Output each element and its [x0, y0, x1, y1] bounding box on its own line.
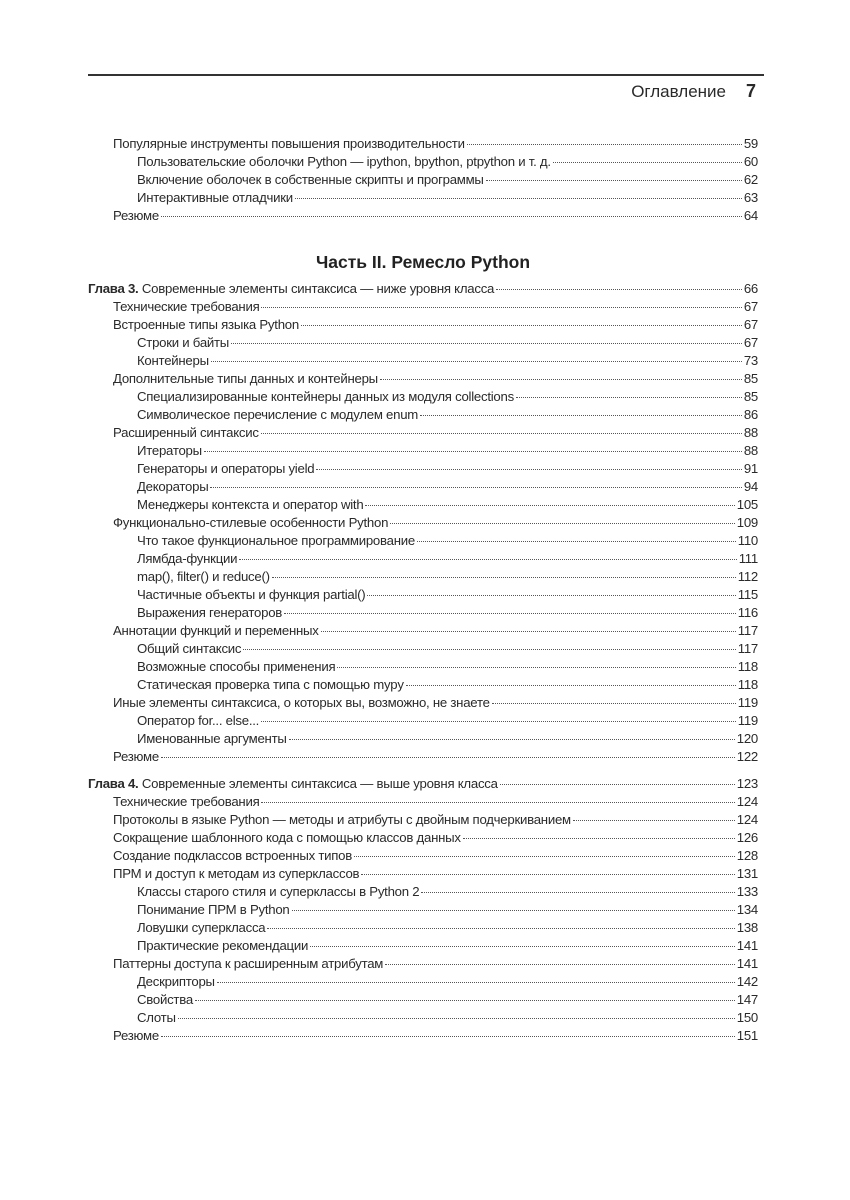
toc-entry[interactable] — [88, 443, 758, 461]
dot-leader — [467, 144, 742, 145]
dot-leader — [204, 451, 742, 452]
dot-leader — [211, 361, 742, 362]
toc-entry[interactable] — [88, 172, 758, 190]
toc-entry[interactable] — [88, 902, 758, 920]
toc-entry-title: Общий синтаксис — [137, 641, 242, 656]
dot-leader — [321, 631, 736, 632]
dot-leader — [492, 703, 736, 704]
toc-entry-title: Именованные аргументы — [137, 731, 287, 746]
dot-leader — [337, 667, 735, 668]
toc-entry-page: 122 — [736, 749, 758, 764]
toc-entry[interactable] — [88, 190, 758, 208]
toc-entry-page: 88 — [743, 443, 758, 458]
chapter-title: Современные элементы синтаксиса — выше уровня класса — [141, 776, 498, 791]
dot-leader — [267, 928, 734, 929]
dot-leader — [385, 964, 735, 965]
toc-entry[interactable] — [88, 136, 758, 154]
dot-leader — [261, 433, 742, 434]
toc-entry-page: 111 — [738, 551, 758, 566]
dot-leader — [292, 910, 735, 911]
toc-entry-page: 94 — [743, 479, 758, 494]
toc-entry-page: 116 — [737, 605, 758, 620]
toc-entry-title: Встроенные типы языка Python — [113, 317, 299, 332]
toc-entry[interactable] — [88, 848, 758, 866]
dot-leader — [354, 856, 735, 857]
dot-leader — [161, 1036, 735, 1037]
toc-entry[interactable] — [88, 974, 758, 992]
toc-entry[interactable] — [88, 605, 758, 623]
part-title: Часть II. Ремесло Python — [315, 252, 531, 272]
toc-entry-title: Иные элементы синтаксиса, о которых вы, возможно, не знаете — [113, 695, 490, 710]
dot-leader — [316, 469, 741, 470]
toc-entry-title — [88, 776, 498, 791]
toc-entry[interactable] — [88, 731, 758, 749]
toc-entry-page: 119 — [737, 695, 758, 710]
dot-leader — [463, 838, 735, 839]
toc-entry[interactable] — [88, 551, 758, 569]
dot-leader — [295, 198, 742, 199]
toc-entry[interactable] — [88, 956, 758, 974]
toc-entry-title: Что такое функциональное программирование — [137, 533, 415, 548]
toc-entry-page: 66 — [743, 281, 758, 296]
toc-entry-page: 85 — [743, 389, 758, 404]
toc-entry-title: Интерактивные отладчики — [137, 190, 293, 205]
toc-entry-title: Статическая проверка типа с помощью mypy — [137, 677, 404, 692]
toc-entry-title: Классы старого стиля и суперклассы в Python 2 — [137, 884, 420, 899]
dot-leader — [417, 541, 736, 542]
dot-leader — [573, 820, 735, 821]
toc-entry-title: Символическое перечисление с модулем enum — [137, 407, 419, 422]
toc-entry[interactable] — [88, 371, 758, 389]
dot-leader — [239, 559, 736, 560]
toc-entry-page: 141 — [736, 938, 758, 953]
toc-entry-page: 86 — [743, 407, 758, 422]
toc-entry[interactable] — [88, 749, 758, 767]
toc-entry-title: Технические требования — [113, 299, 260, 314]
toc-chapter-entry[interactable] — [88, 776, 758, 794]
toc-entry[interactable] — [88, 812, 758, 830]
dot-leader — [272, 577, 736, 578]
toc-entry-title: Резюме — [113, 1028, 159, 1043]
dot-leader — [361, 874, 734, 875]
toc-entry-title: Лямбда-функции — [137, 551, 238, 566]
toc-entry-page: 120 — [736, 731, 758, 746]
toc-entry-page: 85 — [743, 371, 758, 386]
chapter-title: Современные элементы синтаксиса — ниже уровня класса — [141, 281, 495, 296]
toc-entry[interactable] — [88, 695, 758, 713]
toc-entry-title: Включение оболочек в собственные скрипты и программы — [137, 172, 484, 187]
dot-leader — [289, 739, 735, 740]
running-header — [631, 81, 756, 102]
chapter-spacer — [88, 767, 758, 776]
toc-entry-title: Ловушки суперкласса — [137, 920, 266, 935]
toc-entry[interactable] — [88, 866, 758, 884]
toc-intro-block — [88, 136, 758, 226]
toc-chapters-block — [88, 281, 758, 1046]
toc-entry[interactable] — [88, 677, 758, 695]
dot-leader — [261, 307, 741, 308]
toc-entry[interactable] — [88, 659, 758, 677]
toc-entry[interactable] — [88, 884, 758, 902]
toc-entry-title: Создание подклассов встроенных типов — [113, 848, 352, 863]
toc-entry-title: Контейнеры — [137, 353, 209, 368]
toc-entry[interactable] — [88, 713, 758, 731]
toc-entry-title: Протоколы в языке Python — методы и атрибуты с двойным подчеркиванием — [113, 812, 571, 827]
toc-entry-title: Возможные способы применения — [137, 659, 336, 674]
dot-leader — [261, 721, 736, 722]
toc-entry-title — [88, 281, 494, 296]
chapter-label: Глава 3. — [88, 281, 139, 296]
toc-entry[interactable] — [88, 794, 758, 812]
running-header-title: Оглавление — [631, 82, 726, 101]
toc-entry-page: 67 — [743, 317, 758, 332]
toc-entry-title: Выражения генераторов — [137, 605, 283, 620]
dot-leader — [367, 595, 735, 596]
toc-entry-page: 118 — [737, 677, 758, 692]
toc-entry-title: Технические требования — [113, 794, 260, 809]
toc-entry-title: Менеджеры контекста и оператор with — [137, 497, 364, 512]
toc-entry[interactable] — [88, 1028, 758, 1046]
toc-entry-title: Аннотации функций и переменных — [113, 623, 319, 638]
toc-entry[interactable] — [88, 569, 758, 587]
toc-entry-page: 119 — [737, 713, 758, 728]
toc-entry-page: 133 — [736, 884, 758, 899]
toc-entry-title: Резюме — [113, 208, 159, 223]
toc-entry[interactable] — [88, 938, 758, 956]
dot-leader — [217, 982, 735, 983]
toc-entry-page: 105 — [736, 497, 758, 512]
toc-chapter-entry[interactable] — [88, 281, 758, 299]
dot-leader — [161, 216, 742, 217]
toc-entry[interactable] — [88, 830, 758, 848]
toc-entry[interactable] — [88, 208, 758, 226]
toc-entry-title: Специализированные контейнеры данных из модуля collections — [137, 389, 514, 404]
toc-entry-title: Расширенный синтаксис — [113, 425, 259, 440]
toc-entry-page: 118 — [737, 659, 758, 674]
dot-leader — [210, 487, 741, 488]
toc-entry[interactable] — [88, 154, 758, 172]
toc-entry[interactable] — [88, 515, 758, 533]
toc-entry-page: 126 — [736, 830, 758, 845]
toc-entry-title: Декораторы — [137, 479, 209, 494]
dot-leader — [516, 397, 742, 398]
toc-entry[interactable] — [88, 461, 758, 479]
dot-leader — [380, 379, 742, 380]
toc-entry[interactable] — [88, 533, 758, 551]
toc-entry-title: Дескрипторы — [137, 974, 215, 989]
toc-entry[interactable] — [88, 1010, 758, 1028]
dot-leader — [553, 162, 742, 163]
dot-leader — [261, 802, 734, 803]
toc-entry-page: 134 — [736, 902, 758, 917]
dot-leader — [421, 892, 734, 893]
dot-leader — [161, 757, 735, 758]
toc-entry-title: Оператор for... else... — [137, 713, 260, 728]
toc-entry-page: 124 — [736, 794, 758, 809]
toc-entry[interactable] — [88, 353, 758, 371]
toc-entry[interactable] — [88, 335, 758, 353]
toc-entry-title: Понимание ПРМ в Python — [137, 902, 290, 917]
toc-entry-page: 123 — [736, 776, 758, 791]
toc-entry-title: Паттерны доступа к расширенным атрибутам — [113, 956, 384, 971]
dot-leader — [486, 180, 742, 181]
dot-leader — [310, 946, 735, 947]
toc-entry-page: 62 — [743, 172, 758, 187]
dot-leader — [496, 289, 742, 290]
toc-entry-page: 73 — [743, 353, 758, 368]
toc-entry[interactable] — [88, 479, 758, 497]
dot-leader — [500, 784, 735, 785]
toc-entry-page: 131 — [736, 866, 758, 881]
toc-entry-title: Функционально-стилевые особенности Python — [113, 515, 389, 530]
toc-entry-page: 63 — [743, 190, 758, 205]
toc-entry-title: Дополнительные типы данных и контейнеры — [113, 371, 378, 386]
toc-entry[interactable] — [88, 623, 758, 641]
toc-entry-title: Практические рекомендации — [137, 938, 309, 953]
dot-leader — [365, 505, 734, 506]
toc-entry[interactable] — [88, 299, 758, 317]
toc-entry[interactable] — [88, 920, 758, 938]
chapter-label: Глава 4. — [88, 776, 139, 791]
toc-entry-title: Пользовательские оболочки Python — ipython, bpython, ptpython и т. д. — [137, 154, 551, 169]
toc-entry-page: 88 — [743, 425, 758, 440]
toc-entry-page: 117 — [737, 623, 758, 638]
toc-entry-title: ПРМ и доступ к методам из суперклассов — [113, 866, 360, 881]
dot-leader — [420, 415, 742, 416]
dot-leader — [243, 649, 735, 650]
toc-entry-page: 147 — [736, 992, 758, 1007]
toc-entry[interactable] — [88, 407, 758, 425]
toc-entry-page: 117 — [737, 641, 758, 656]
dot-leader — [195, 1000, 735, 1001]
toc-entry-page: 142 — [736, 974, 758, 989]
toc-entry-page: 124 — [736, 812, 758, 827]
dot-leader — [231, 343, 742, 344]
toc-entry-page: 91 — [743, 461, 758, 476]
toc-entry-title: Сокращение шаблонного кода с помощью классов данных — [113, 830, 461, 845]
toc-entry-title: Свойства — [137, 992, 193, 1007]
toc-entry-title: Итераторы — [137, 443, 202, 458]
toc-entry[interactable] — [88, 641, 758, 659]
toc-entry[interactable] — [88, 992, 758, 1010]
toc-entry[interactable] — [88, 497, 758, 515]
toc-entry-title: Частичные объекты и функция partial() — [137, 587, 366, 602]
toc-entry-page: 150 — [736, 1010, 758, 1025]
page-number: 7 — [745, 81, 756, 101]
toc-entry-title: map(), filter() и reduce() — [137, 569, 270, 584]
toc-entry-page: 110 — [737, 533, 758, 548]
toc-entry-page: 67 — [743, 299, 758, 314]
toc-entry-title: Слоты — [137, 1010, 176, 1025]
header-rule — [88, 74, 764, 76]
dot-leader — [406, 685, 736, 686]
toc-entry-title: Строки и байты — [137, 335, 230, 350]
toc-entry[interactable] — [88, 389, 758, 407]
toc-entry-page: 60 — [743, 154, 758, 169]
toc-entry-page: 59 — [743, 136, 758, 151]
toc-entry-page: 64 — [743, 208, 758, 223]
toc-entry-page: 112 — [737, 569, 758, 584]
toc-entry-title: Популярные инструменты повышения производительности — [113, 136, 465, 151]
toc-entry-page: 138 — [736, 920, 758, 935]
dot-leader — [178, 1018, 735, 1019]
toc-entry[interactable] — [88, 317, 758, 335]
toc-entry-page: 115 — [737, 587, 758, 602]
toc-entry[interactable] — [88, 425, 758, 443]
dot-leader — [301, 325, 742, 326]
toc-entry-page: 128 — [736, 848, 758, 863]
toc-entry-title: Генераторы и операторы yield — [137, 461, 315, 476]
toc-entry[interactable] — [88, 587, 758, 605]
toc-entry-title: Резюме — [113, 749, 159, 764]
toc-entry-page: 67 — [743, 335, 758, 350]
toc-entry-page: 141 — [736, 956, 758, 971]
toc-entry-page: 151 — [736, 1028, 758, 1043]
toc-entry-page: 109 — [736, 515, 758, 530]
dot-leader — [390, 523, 735, 524]
dot-leader — [284, 613, 736, 614]
